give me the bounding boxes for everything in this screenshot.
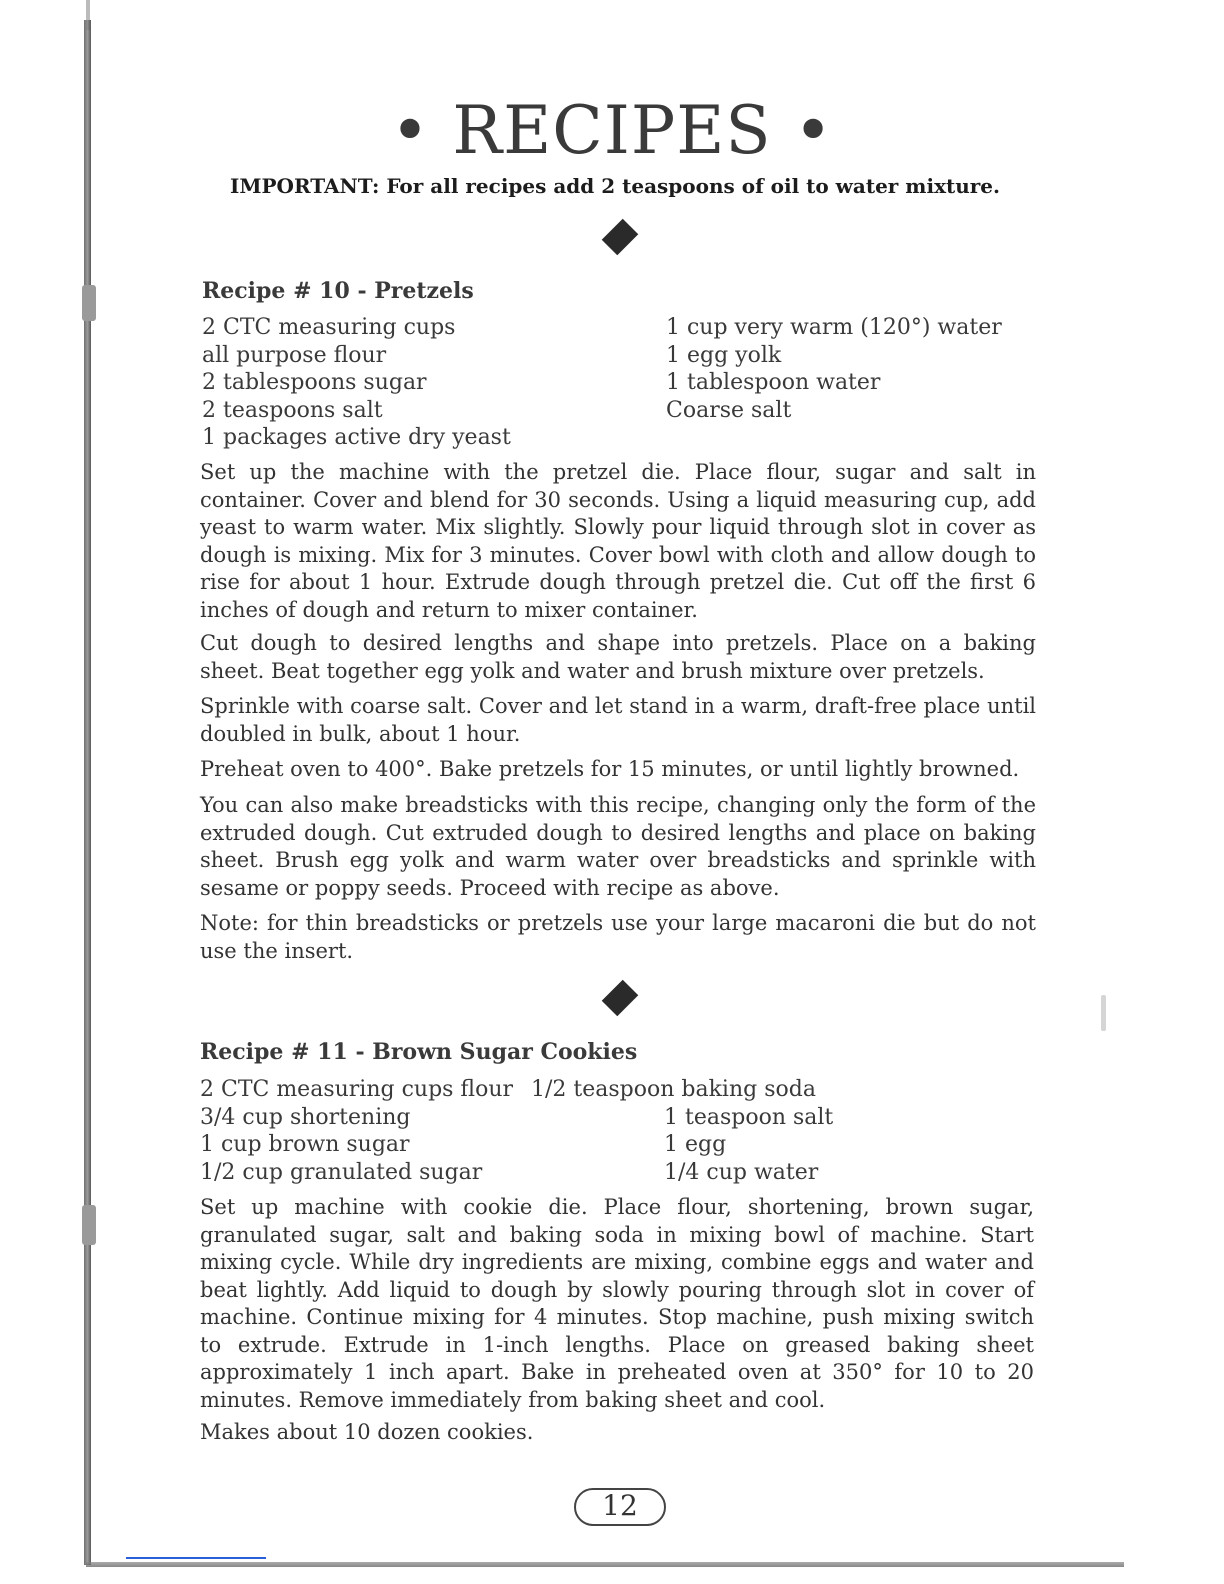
ingredient: 1 teaspoon salt [664, 1104, 834, 1130]
recipe-11-ingredients-left [200, 1076, 513, 1186]
ingredient: 1/2 teaspoon baking soda [531, 1077, 816, 1102]
binding-edge [84, 20, 91, 1565]
ingredient: 2 teaspoons salt [202, 397, 383, 423]
bullet-left: • [390, 92, 453, 169]
recipe-11-heading: Recipe # 11 - Brown Sugar Cookies [200, 1039, 638, 1065]
page-number: 12 [574, 1488, 666, 1526]
ingredient: Coarse salt [666, 397, 792, 423]
margin-mark [1101, 995, 1106, 1031]
recipe-11-yield: Makes about 10 dozen cookies. [200, 1420, 534, 1444]
binding-mark [82, 1205, 96, 1245]
recipe-10-note: Note: for thin breadsticks or pretzels use your large macaroni die but do not use the insert. [200, 911, 1036, 963]
recipe-10-breadsticks: You can also make breadsticks with this recipe, changing only the form of the extruded dough. Cut extruded dough to desired lengths and place on baking sheet. Brush egg yolk and warm water over breadsticks and sprinkle with sesame or poppy seeds. Proceed with recipe as above. [200, 793, 1036, 900]
recipe-11-ingredients-right [664, 1104, 833, 1187]
recipe-11-instructions: Set up machine with cookie die. Place flour, shortening, brown sugar, granulated sugar, salt and baking soda in mixing bowl of machine. Start mixing cycle. While dry ingredients are mixing, combine eggs and water and beat lightly. Add liquid to dough by slowly pouring through slot in cover of machine. Continue mixing for 4 minutes. Stop machine, push mixing switch to extrude. Extrude in 1-inch lengths. Place on greased baking sheet approximately 1 inch apart. Bake in preheated oven at 350° for 10 to 20 minutes. Remove immediately from baking sheet and cool. [200, 1195, 1034, 1412]
recipe-10-heading: Recipe # 10 - Pretzels [202, 278, 474, 304]
recipe-11-ingredient-first-right [531, 1076, 816, 1104]
ingredient: 2 CTC measuring cups flour [200, 1077, 514, 1102]
ingredient: 1 tablespoon water [666, 370, 881, 395]
ingredient: 1 cup brown sugar [200, 1132, 410, 1157]
bullet-right: • [771, 92, 834, 169]
ingredient: 1 packages active dry yeast [202, 425, 511, 450]
underline-artifact [126, 1557, 266, 1559]
ingredient: 3/4 cup shortening [200, 1104, 411, 1130]
ingredient: 2 CTC measuring cups [202, 315, 456, 340]
ingredient: 1 cup very warm (120°) water [666, 315, 1002, 340]
diamond-divider-icon [602, 980, 639, 1017]
page-bottom-edge [86, 1562, 1124, 1567]
recipe-10-ingredients-left [202, 314, 511, 452]
recipe-10-rising: Sprinkle with coarse salt. Cover and let stand in a warm, draft-free place until doubled in bulk, about 1 hour. [200, 694, 1036, 746]
page-title-text: RECIPES [452, 92, 772, 169]
ingredient: 2 tablespoons sugar [202, 370, 427, 395]
binding-mark [82, 285, 96, 321]
recipe-10-ingredients-right [666, 314, 1002, 424]
recipe-10-shaping: Cut dough to desired lengths and shape into pretzels. Place on a baking sheet. Beat together egg yolk and water and brush mixture over pretzels. [200, 631, 1036, 683]
page-title [0, 92, 1224, 169]
important-note: IMPORTANT: For all recipes add 2 teaspoons of oil to water mixture. [229, 174, 1000, 198]
ingredient: 1/2 cup granulated sugar [200, 1159, 483, 1185]
recipe-10-baking: Preheat oven to 400°. Bake pretzels for 15 minutes, or until lightly browned. [200, 757, 1020, 781]
ingredient: 1 egg [664, 1132, 727, 1157]
ingredient: 1/4 cup water [664, 1159, 819, 1185]
ingredient: all purpose flour [202, 342, 387, 368]
ingredient: 1 egg yolk [666, 342, 782, 368]
recipe-10-instructions: Set up the machine with the pretzel die. Place flour, sugar and salt in container. Cover and blend for 30 seconds. Using a liquid measuring cup, add yeast to warm water. Mix slightly. Slowly pour liquid through slot in cover as dough is mixing. Mix for 3 minutes. Cover bowl with cloth and allow dough to rise for about 1 hour. Extrude dough through pretzel die. Cut off the first 6 inches of dough and return to mixer container. [200, 460, 1036, 622]
diamond-divider-icon [602, 219, 639, 256]
